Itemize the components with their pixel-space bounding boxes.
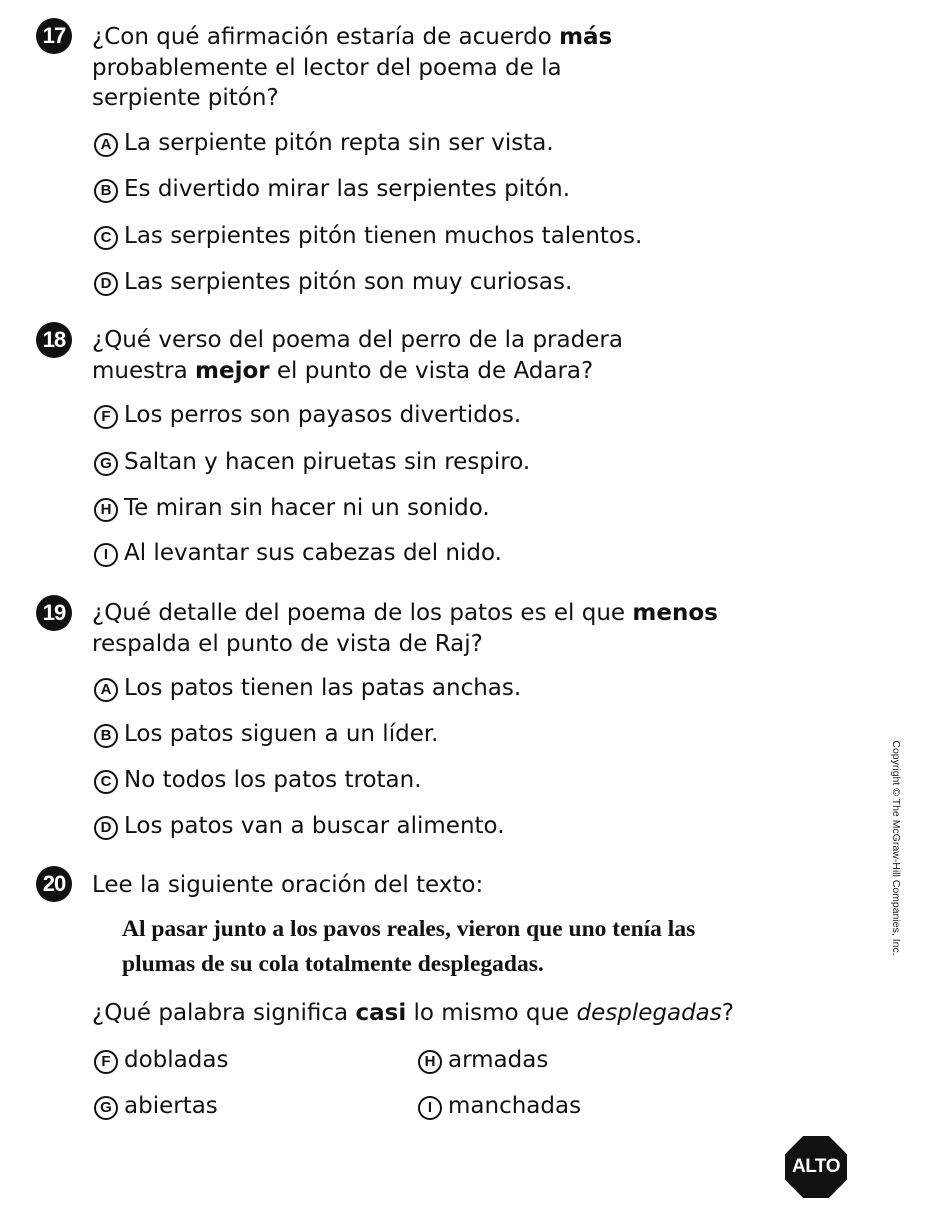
option-text: Saltan y hacen piruetas sin respiro. (124, 449, 531, 475)
option-text: Las serpientes pitón tienen muchos talentos. (124, 223, 643, 249)
text-excerpt: Al pasar junto a los pavos reales, vieron que uno tenía las plumas de su cola totalmente desplegadas. (122, 916, 696, 977)
question-stem: Lee la siguiente oración del texto: (92, 872, 484, 898)
option-bubble-icon[interactable]: B (94, 179, 118, 203)
option-text: La serpiente pitón repta sin ser vista. (124, 130, 554, 156)
question-number-badge: 19 (36, 595, 72, 631)
option-bubble-icon[interactable]: I (94, 543, 118, 567)
option-bubble-icon[interactable]: D (94, 816, 118, 840)
question-number-badge: 17 (36, 18, 72, 54)
answer-option[interactable] (94, 494, 490, 522)
answer-option[interactable] (94, 720, 439, 748)
answer-option[interactable] (94, 401, 521, 429)
option-bubble-icon[interactable]: H (418, 1050, 442, 1074)
option-text: Los patos siguen a un líder. (124, 721, 439, 747)
answer-option[interactable] (94, 448, 530, 476)
option-text: abiertas (124, 1093, 218, 1119)
answer-option[interactable] (94, 766, 422, 794)
option-text: dobladas (124, 1047, 229, 1073)
option-text: Los patos tienen las patas anchas. (124, 675, 522, 701)
answer-option[interactable] (94, 1092, 218, 1120)
answer-option[interactable] (418, 1092, 581, 1120)
option-bubble-icon[interactable]: D (94, 272, 118, 296)
option-bubble-icon[interactable]: C (94, 770, 118, 794)
option-bubble-icon[interactable]: H (94, 498, 118, 522)
stop-sign-label: ALTO (792, 1156, 840, 1177)
option-bubble-icon[interactable]: I (418, 1096, 442, 1120)
option-bubble-icon[interactable]: A (94, 678, 118, 702)
option-bubble-icon[interactable]: F (94, 1050, 118, 1074)
option-text: Al levantar sus cabezas del nido. (124, 540, 502, 566)
answer-option[interactable] (94, 222, 642, 250)
option-bubble-icon[interactable]: F (94, 405, 118, 429)
question-number-badge: 18 (36, 322, 72, 358)
option-bubble-icon[interactable]: G (94, 1096, 118, 1120)
option-bubble-icon[interactable]: B (94, 724, 118, 748)
answer-option[interactable] (94, 268, 572, 296)
option-text: armadas (448, 1047, 549, 1073)
answer-option[interactable] (94, 674, 521, 702)
question-stem: ¿Con qué afirmación estaría de acuerdo más probablemente el lector del poema de la serpiente pitón? (92, 24, 613, 111)
option-bubble-icon[interactable]: A (94, 133, 118, 157)
option-text: Los patos van a buscar alimento. (124, 813, 505, 839)
option-text: Los perros son payasos divertidos. (124, 402, 522, 428)
option-text: No todos los patos trotan. (124, 767, 422, 793)
option-text: manchadas (448, 1093, 582, 1119)
question-stem: ¿Qué verso del poema del perro de la pradera muestra mejor el punto de vista de Adara? (92, 327, 623, 384)
copyright-notice: Copyright © The McGraw-Hill Companies, Inc. (890, 740, 902, 956)
option-text: Las serpientes pitón son muy curiosas. (124, 269, 573, 295)
question-stem: ¿Qué detalle del poema de los patos es el que menos respalda el punto de vista de Raj? (92, 600, 718, 657)
answer-option[interactable] (418, 1046, 548, 1074)
answer-option[interactable] (94, 129, 554, 157)
option-text: Es divertido mirar las serpientes pitón. (124, 176, 571, 202)
answer-option[interactable] (94, 175, 570, 203)
answer-option[interactable] (94, 539, 502, 567)
answer-option[interactable] (94, 812, 505, 840)
option-text: Te miran sin hacer ni un sonido. (124, 495, 490, 521)
answer-option[interactable] (94, 1046, 228, 1074)
option-bubble-icon[interactable]: G (94, 452, 118, 476)
question-stem-followup: ¿Qué palabra significa casi lo mismo que desplegadas? (92, 1000, 734, 1026)
option-bubble-icon[interactable]: C (94, 226, 118, 250)
question-number-badge: 20 (36, 866, 72, 902)
